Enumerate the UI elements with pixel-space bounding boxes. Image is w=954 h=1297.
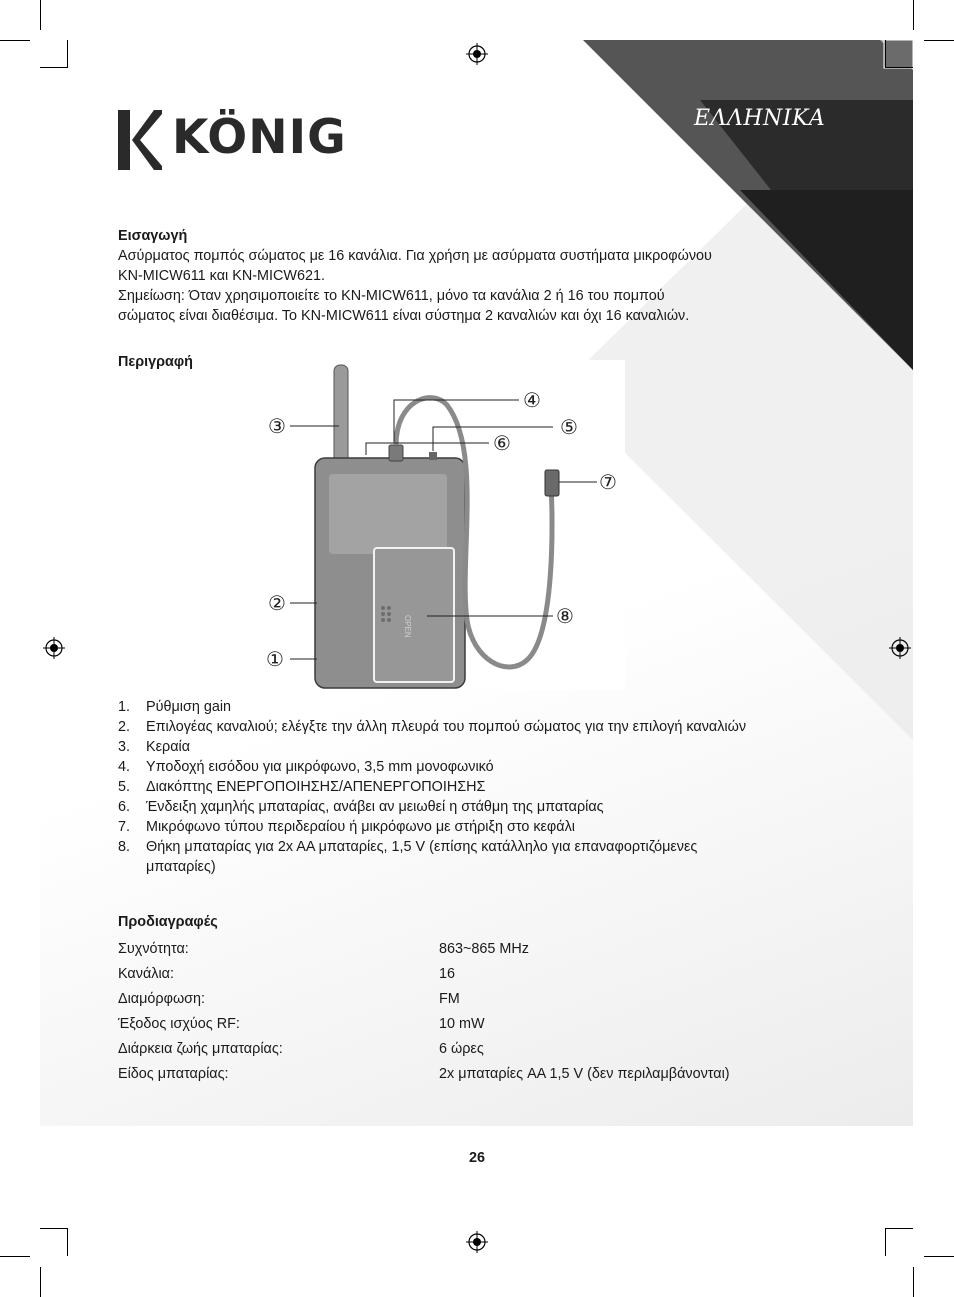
- crop-mark: [885, 67, 913, 68]
- callout-7: ⑦: [599, 470, 617, 494]
- crop-mark: [40, 1228, 68, 1229]
- crop-mark: [885, 1228, 886, 1256]
- spec-value: 2x μπαταρίες AA 1,5 V (δεν περιλαμβάνονται): [439, 1065, 730, 1082]
- list-item: 2. Επιλογέας καναλιού; ελέγξτε την άλλη πλευρά του πομπού σώματος για την επιλογή καναλιών: [118, 719, 747, 735]
- callout-8: ⑧: [556, 604, 574, 628]
- table-row: [118, 936, 730, 961]
- callout-3: ③: [268, 414, 286, 438]
- battery-compartment: [374, 548, 454, 682]
- product-diagram: [257, 360, 625, 690]
- list-item: 6. Ένδειξη χαμηλής μπαταρίας, ανάβει αν μειωθεί η στάθμη της μπαταρίας: [118, 799, 604, 815]
- intro-note: Σημείωση: Όταν χρησιμοποιείτε το KN-MICW611, μόνο τα κανάλια 2 ή 16 του πομπού: [118, 288, 665, 304]
- konig-logo-icon: [118, 110, 162, 170]
- callout-2: ②: [268, 591, 286, 615]
- list-item: 8. Θήκη μπαταρίας για 2x AA μπαταρίες, 1,5 V (επίσης κατάλληλο για επαναφορτιζόμενες μπαταρίες): [118, 839, 698, 875]
- table-row: [118, 961, 730, 986]
- spec-value: 6 ώρες: [439, 1040, 484, 1057]
- spec-value: 10 mW: [439, 1015, 485, 1032]
- callout-4: ④: [523, 388, 541, 412]
- intro-text: Ασύρματος πομπός σώματος με 16 κανάλια. Για χρήση με ασύρματα συστήματα μικροφώνου: [118, 248, 712, 264]
- crop-mark: [913, 1267, 914, 1297]
- intro-heading: Εισαγωγή: [118, 228, 188, 244]
- registration-mark-icon: [889, 637, 911, 659]
- spec-value: 863~865 MHz: [439, 940, 529, 957]
- registration-mark-icon: [466, 43, 488, 65]
- crop-mark: [40, 67, 68, 68]
- open-label: OPEN: [403, 615, 412, 638]
- list-item: 1. Ρύθμιση gain: [118, 699, 232, 715]
- list-item: 5. Διακόπτης ΕΝΕΡΓΟΠΟΙΗΣΗΣ/ΑΠΕΝΕΡΓΟΠΟΙΗΣΗΣ: [118, 779, 486, 795]
- list-item: 4. Υποδοχή εισόδου για μικρόφωνο, 3,5 mm μονοφωνικό: [118, 759, 494, 775]
- spec-value: FM: [439, 990, 460, 1007]
- list-item: 3. Κεραία: [118, 739, 191, 755]
- callout-1: ①: [266, 647, 284, 671]
- crop-mark: [67, 1228, 68, 1256]
- crop-mark: [40, 1267, 41, 1297]
- crop-mark: [0, 40, 30, 41]
- microphone: [545, 470, 559, 496]
- intro-section: [118, 226, 768, 372]
- crop-mark: [913, 0, 914, 30]
- spec-label: Διαμόρφωση:: [118, 990, 206, 1007]
- table-row: [118, 1011, 730, 1036]
- table-row: [118, 1036, 730, 1061]
- spec-label: Κανάλια:: [118, 965, 174, 982]
- callout-6: ⑥: [493, 431, 511, 455]
- intro-text: KN-MICW611 και KN-MICW621.: [118, 268, 325, 284]
- registration-mark-icon: [43, 637, 65, 659]
- crop-mark: [924, 1256, 954, 1257]
- table-row: [118, 986, 730, 1011]
- specs-heading: Προδιαγραφές: [118, 914, 218, 930]
- crop-mark: [0, 1256, 30, 1257]
- crop-mark: [67, 40, 68, 68]
- callout-5: ⑤: [560, 415, 578, 439]
- spec-label: Έξοδος ισχύος RF:: [118, 1015, 240, 1032]
- spec-label: Είδος μπαταρίας:: [118, 1065, 229, 1082]
- spec-label: Διάρκεια ζωής μπαταρίας:: [118, 1040, 283, 1057]
- specs-table: [118, 936, 730, 1086]
- brand-logo-text: KÖNIG: [172, 110, 347, 165]
- page-number: 26: [468, 1150, 485, 1166]
- language-label: ΕΛΛΗΝΙΚΑ: [694, 106, 826, 131]
- crop-mark: [885, 40, 886, 68]
- table-row: [118, 1061, 730, 1086]
- description-heading: Περιγραφή: [118, 354, 193, 370]
- crop-mark: [924, 40, 954, 41]
- registration-mark-icon: [466, 1231, 488, 1253]
- parts-list: [118, 697, 758, 877]
- spec-label: Συχνότητα:: [118, 940, 189, 957]
- crop-mark: [40, 0, 41, 30]
- crop-mark: [885, 1228, 913, 1229]
- intro-note: σώματος είναι διαθέσιμα. Το KN-MICW611 είναι σύστημα 2 καναλιών και όχι 16 καναλιών.: [118, 308, 690, 324]
- spec-value: 16: [439, 965, 456, 982]
- antenna: [334, 365, 348, 463]
- list-item: 7. Μικρόφωνο τύπου περιδεραίου ή μικρόφωνο με στήριξη στο κεφάλι: [118, 819, 575, 835]
